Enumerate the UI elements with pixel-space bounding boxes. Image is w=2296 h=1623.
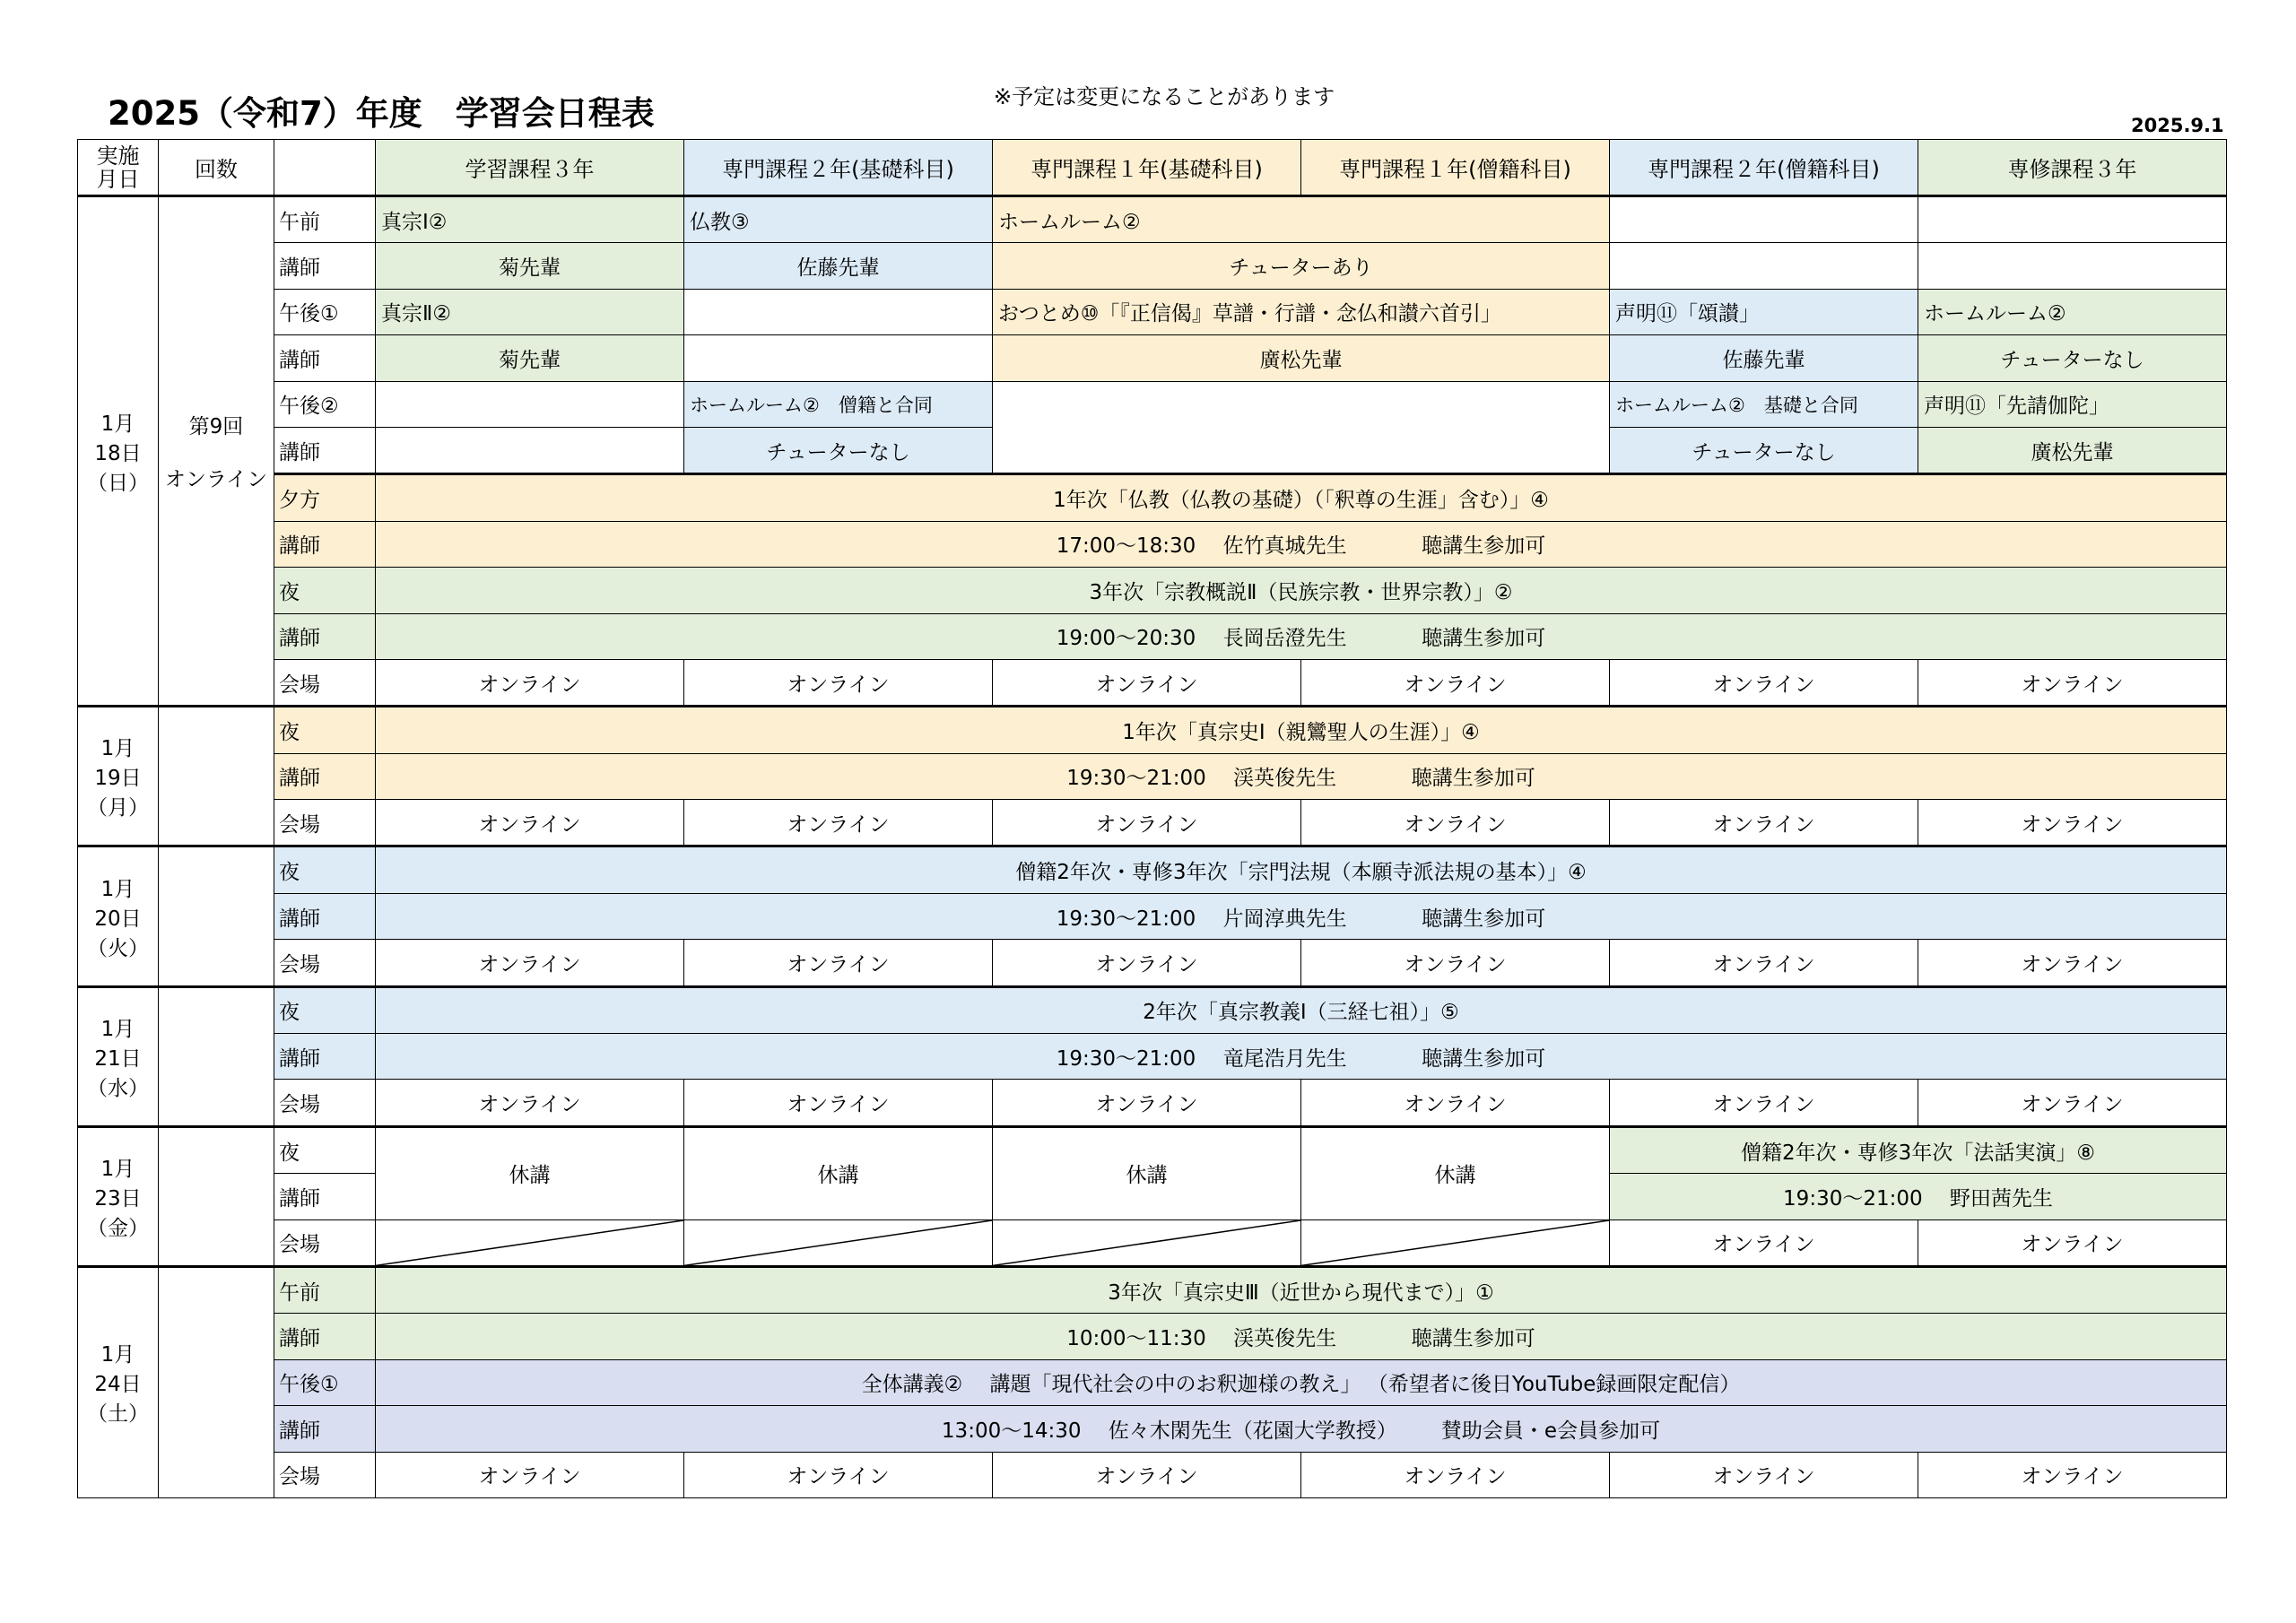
venue-cell: オンライン xyxy=(1610,940,1918,986)
cell-text: 1年次「仏教（仏教の基礎）（「釈尊の生涯」含む）」④ xyxy=(376,474,2227,521)
cell-text: 僧籍2年次・専修3年次「宗門法規（本願寺派法規の基本）」④ xyxy=(376,846,2227,893)
slot-label: 夜 xyxy=(274,986,376,1033)
cell-text: 真宗Ⅰ② xyxy=(376,196,684,243)
round-cell xyxy=(159,846,274,986)
slot-label: 講師 xyxy=(274,1034,376,1080)
cell-text: ホームルーム② xyxy=(993,196,1610,243)
cancelled-cell: 休講 xyxy=(684,1126,993,1219)
venue-cell: オンライン xyxy=(1301,659,1610,706)
slot-label: 講師 xyxy=(274,753,376,799)
table-row xyxy=(78,1126,2227,1173)
slot-label: 講師 xyxy=(274,613,376,659)
table-row xyxy=(78,474,2227,521)
slot-label: 会場 xyxy=(274,1452,376,1497)
venue-cell: オンライン xyxy=(993,800,1301,846)
header-round: 回数 xyxy=(159,140,274,196)
slot-label: 講師 xyxy=(274,427,376,473)
table-row xyxy=(78,613,2227,659)
header-course-3: 専門課程１年(基礎科目) xyxy=(993,140,1301,196)
cell-text: 3年次「真宗史Ⅲ（近世から現代まで）」① xyxy=(376,1266,2227,1313)
cell-text: 17:00～18:30 佐竹真城先生 聴講生参加可 xyxy=(376,521,2227,567)
header-course-1: 学習課程３年 xyxy=(376,140,684,196)
venue-cell: オンライン xyxy=(684,659,993,706)
round-cell xyxy=(159,1126,274,1266)
cell-text: チューターなし xyxy=(1610,427,1918,473)
header-course-2: 専門課程２年(基礎科目) xyxy=(684,140,993,196)
slot-label: 夜 xyxy=(274,1126,376,1173)
venue-cell: オンライン xyxy=(1610,1080,1918,1126)
cell-text: 廣松先輩 xyxy=(993,335,1610,381)
slot-label: 午後① xyxy=(274,289,376,334)
table-row xyxy=(78,1080,2227,1126)
cell-text: 19:30～21:00 野田茜先生 xyxy=(1610,1174,2227,1219)
slot-label: 講師 xyxy=(274,521,376,567)
page-title: 2025（令和7）年度 学習会日程表 xyxy=(108,94,655,133)
venue-cell: オンライン xyxy=(1918,1080,2227,1126)
table-row xyxy=(78,196,2227,243)
table-row xyxy=(78,940,2227,986)
cell-text: 全体講義② 講題「現代社会の中のお釈迦様の教え」 （希望者に後日YouTube録画限定配信） xyxy=(376,1359,2227,1405)
cell-text: 19:30～21:00 片岡淳典先生 聴講生参加可 xyxy=(376,893,2227,939)
cell-text: 10:00～11:30 渓英俊先生 聴講生参加可 xyxy=(376,1314,2227,1359)
venue-cell: オンライン xyxy=(684,1080,993,1126)
venue-cell: オンライン xyxy=(993,1080,1301,1126)
date-cell: 1月 24日 （土） xyxy=(78,1266,159,1497)
venue-cell: オンライン xyxy=(1918,940,2227,986)
cell-text: 佐藤先輩 xyxy=(1610,335,1918,381)
header-course-4: 専門課程１年(僧籍科目) xyxy=(1301,140,1610,196)
slot-label: 講師 xyxy=(274,1314,376,1359)
table-row xyxy=(78,335,2227,381)
cell-empty xyxy=(1918,243,2227,289)
cell-empty xyxy=(376,427,684,473)
venue-cell: オンライン xyxy=(993,940,1301,986)
date-cell: 1月 23日 （金） xyxy=(78,1126,159,1266)
venue-cell: オンライン xyxy=(1610,800,1918,846)
slot-label: 午後② xyxy=(274,381,376,427)
cell-text: 3年次「宗教概説Ⅱ（民族宗教・世界宗教）」② xyxy=(376,568,2227,613)
header-row xyxy=(78,140,2227,196)
cell-text: 19:00～20:30 長岡岳澄先生 聴講生参加可 xyxy=(376,613,2227,659)
cell-text: 19:30～21:00 竜尾浩月先生 聴講生参加可 xyxy=(376,1034,2227,1080)
date-cell: 1月 19日 （月） xyxy=(78,707,159,846)
venue-cell: オンライン xyxy=(376,659,684,706)
table-row xyxy=(78,1266,2227,1313)
table-row xyxy=(78,800,2227,846)
slot-label: 講師 xyxy=(274,1174,376,1219)
table-row xyxy=(78,707,2227,753)
table-row xyxy=(78,1452,2227,1497)
header-course-6: 専修課程３年 xyxy=(1918,140,2227,196)
cell-empty xyxy=(684,289,993,334)
schedule-table xyxy=(77,139,2227,1498)
cell-text: 菊先輩 xyxy=(376,243,684,289)
cell-text: 声明⑪「頌讃」 xyxy=(1610,289,1918,334)
round-cell xyxy=(159,1266,274,1497)
strike-cell xyxy=(376,1219,684,1266)
venue-cell: オンライン xyxy=(1301,940,1610,986)
slot-label: 午後① xyxy=(274,1359,376,1405)
venue-cell: オンライン xyxy=(376,940,684,986)
cell-text: 1年次「真宗史Ⅰ（親鸞聖人の生涯）」④ xyxy=(376,707,2227,753)
cell-empty xyxy=(376,381,684,427)
venue-cell: オンライン xyxy=(376,1452,684,1497)
date-cell: 1月 20日 （火） xyxy=(78,846,159,986)
cell-text: 2年次「真宗教義Ⅰ（三経七祖）」⑤ xyxy=(376,986,2227,1033)
venue-cell: オンライン xyxy=(1918,1452,2227,1497)
table-row xyxy=(78,893,2227,939)
cell-text: 声明⑪「先請伽陀」 xyxy=(1918,381,2227,427)
venue-cell: オンライン xyxy=(1301,1080,1610,1126)
round-cell: 第9回 オンライン xyxy=(159,196,274,707)
table-row xyxy=(78,1314,2227,1359)
cell-text: ホームルーム② 僧籍と合同 xyxy=(684,381,993,427)
slot-label: 会場 xyxy=(274,659,376,706)
cell-text: ホームルーム② xyxy=(1918,289,2227,334)
table-row xyxy=(78,1406,2227,1452)
venue-cell: オンライン xyxy=(993,1452,1301,1497)
table-row xyxy=(78,753,2227,799)
slot-label: 午前 xyxy=(274,1266,376,1313)
cell-text: 13:00～14:30 佐々木閑先生（花園大学教授） 賛助会員・e会員参加可 xyxy=(376,1406,2227,1452)
strike-cell xyxy=(684,1219,993,1266)
table-row xyxy=(78,1219,2227,1266)
cell-text: 真宗Ⅱ② xyxy=(376,289,684,334)
cell-text: ホームルーム② 基礎と合同 xyxy=(1610,381,1918,427)
cell-text: チューターなし xyxy=(684,427,993,473)
change-notice: ※予定は変更になることがあります xyxy=(994,84,1335,109)
slot-label: 講師 xyxy=(274,1406,376,1452)
table-row xyxy=(78,568,2227,613)
cancelled-cell: 休講 xyxy=(1301,1126,1610,1219)
cell-text: チューターなし xyxy=(1918,335,2227,381)
header-date: 実施 月日 xyxy=(78,140,159,196)
cell-empty xyxy=(1610,196,1918,243)
slot-label: 講師 xyxy=(274,243,376,289)
cancelled-cell: 休講 xyxy=(993,1126,1301,1219)
venue-cell: オンライン xyxy=(1301,800,1610,846)
slot-label: 夜 xyxy=(274,568,376,613)
cell-text: 廣松先輩 xyxy=(1918,427,2227,473)
table-row xyxy=(78,1359,2227,1405)
venue-cell: オンライン xyxy=(684,940,993,986)
table-row xyxy=(78,846,2227,893)
strike-cell xyxy=(993,1219,1301,1266)
venue-cell: オンライン xyxy=(1610,1219,1918,1266)
cell-empty xyxy=(1918,196,2227,243)
table-row xyxy=(78,986,2227,1033)
table-row xyxy=(78,243,2227,289)
round-cell xyxy=(159,986,274,1126)
table-row xyxy=(78,381,2227,427)
table-row xyxy=(78,1034,2227,1080)
cell-empty xyxy=(993,381,1610,474)
cell-empty xyxy=(684,335,993,381)
cell-empty xyxy=(1610,243,1918,289)
venue-cell: オンライン xyxy=(1918,800,2227,846)
venue-cell: オンライン xyxy=(1610,659,1918,706)
table-row xyxy=(78,521,2227,567)
slot-label: 夜 xyxy=(274,846,376,893)
venue-cell: オンライン xyxy=(376,800,684,846)
slot-label: 午前 xyxy=(274,196,376,243)
venue-cell: オンライン xyxy=(1610,1452,1918,1497)
cell-text: おつとめ⑩「『正信偈』草譜・行譜・念仏和讃六首引」 xyxy=(993,289,1610,334)
cell-text: チューターあり xyxy=(993,243,1610,289)
round-cell xyxy=(159,707,274,846)
venue-cell: オンライン xyxy=(1918,1219,2227,1266)
slot-label: 夕方 xyxy=(274,474,376,521)
venue-cell: オンライン xyxy=(376,1080,684,1126)
venue-cell: オンライン xyxy=(684,800,993,846)
slot-label: 講師 xyxy=(274,893,376,939)
cell-text: 菊先輩 xyxy=(376,335,684,381)
slot-label: 会場 xyxy=(274,1080,376,1126)
slot-label: 会場 xyxy=(274,1219,376,1266)
cell-text: 19:30～21:00 渓英俊先生 聴講生参加可 xyxy=(376,753,2227,799)
cell-text: 僧籍2年次・専修3年次「法話実演」⑧ xyxy=(1610,1126,2227,1173)
table-row xyxy=(78,289,2227,334)
cell-text: 仏教③ xyxy=(684,196,993,243)
venue-cell: オンライン xyxy=(993,659,1301,706)
cell-text: 佐藤先輩 xyxy=(684,243,993,289)
slot-label: 会場 xyxy=(274,800,376,846)
header-slot xyxy=(274,140,376,196)
cancelled-cell: 休講 xyxy=(376,1126,684,1219)
slot-label: 夜 xyxy=(274,707,376,753)
date-cell: 1月 21日 （水） xyxy=(78,986,159,1126)
table-row xyxy=(78,659,2227,706)
strike-cell xyxy=(1301,1219,1610,1266)
slot-label: 講師 xyxy=(274,335,376,381)
venue-cell: オンライン xyxy=(1918,659,2227,706)
header-course-5: 専門課程２年(僧籍科目) xyxy=(1610,140,1918,196)
slot-label: 会場 xyxy=(274,940,376,986)
venue-cell: オンライン xyxy=(1301,1452,1610,1497)
date-cell: 1月 18日 （日） xyxy=(78,196,159,707)
venue-cell: オンライン xyxy=(684,1452,993,1497)
revision-date: 2025.9.1 xyxy=(2131,115,2224,136)
